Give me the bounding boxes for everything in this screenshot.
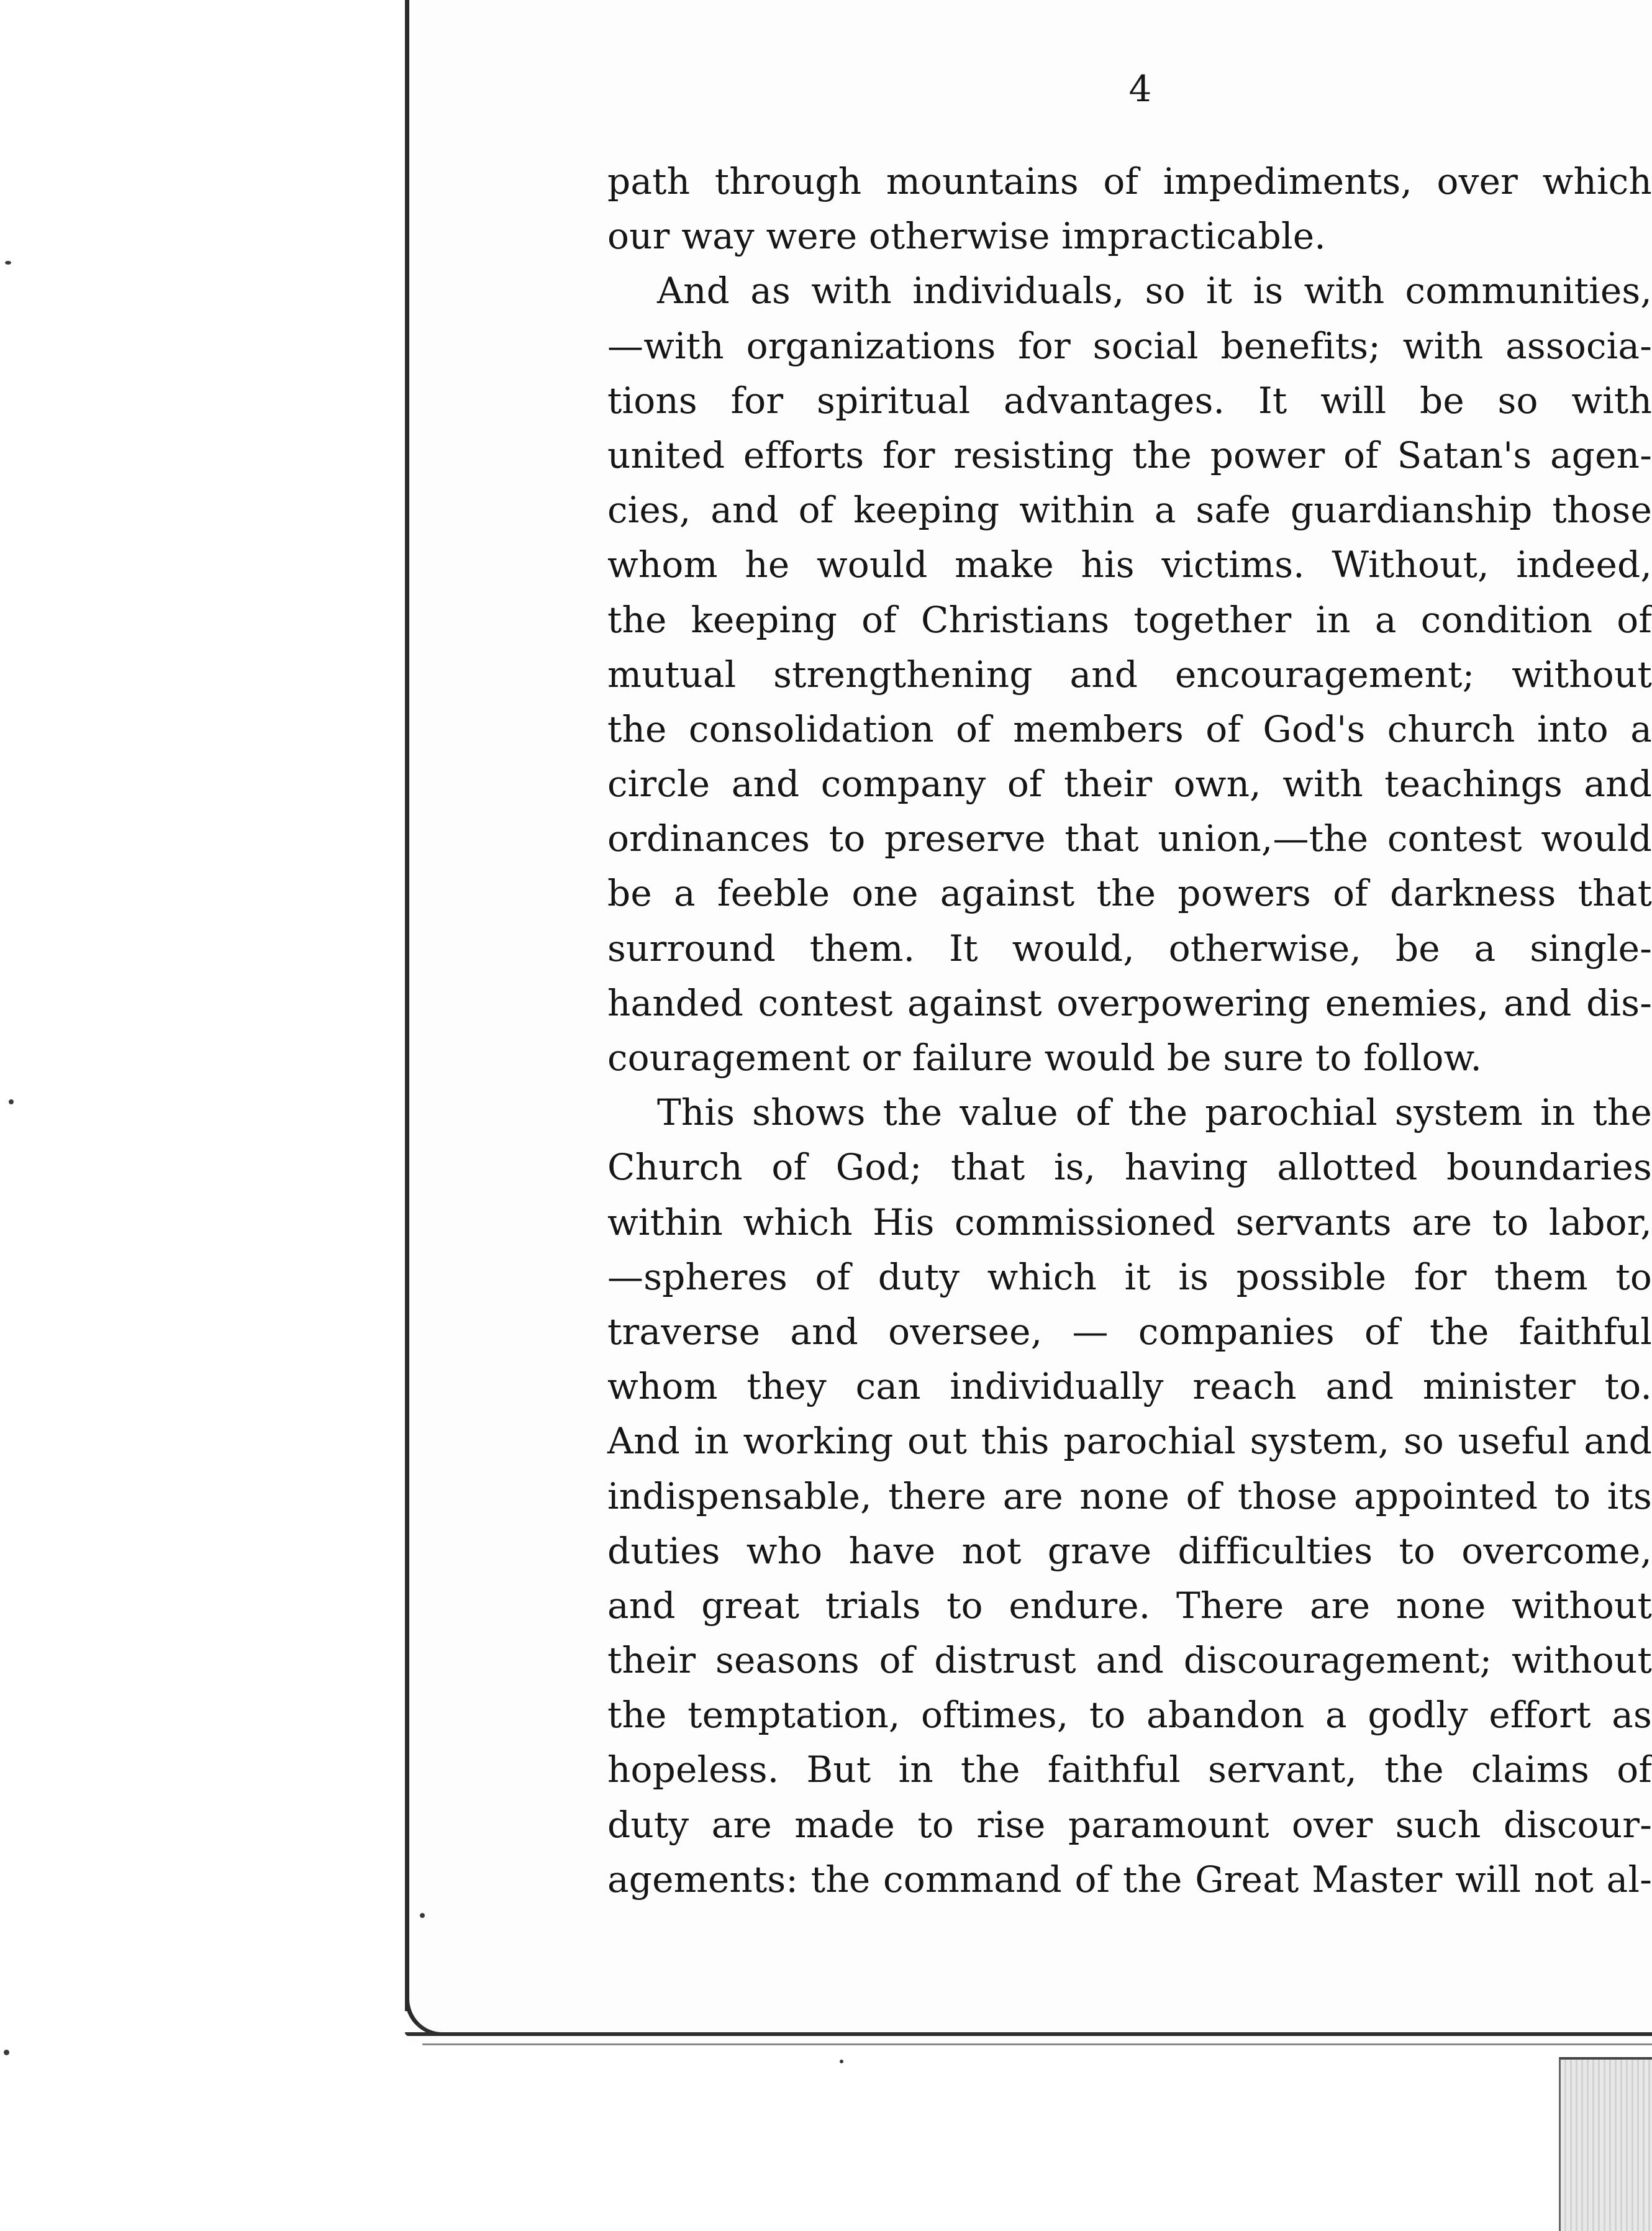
text-line: Church of God; that is, having allotted boundaries [607,1146,1652,1189]
text-line: surround them. It would, otherwise, be a single- [607,927,1652,970]
text-line: And as with individuals, so it is with communities, [657,270,1652,312]
text-line: cies, and of keeping within a safe guardianship those [607,489,1652,532]
body-text [607,154,1652,1907]
text-line: whom he would make his victims. Without, indeed, [607,543,1652,586]
page-number: 4 [1128,68,1152,110]
text-line: the temptation, oftimes, to abandon a godly effort as [607,1694,1652,1737]
text-line: indispensable, there are none of those appointed to its [607,1474,1652,1517]
text-line: duty are made to rise paramount over such discour- [607,1803,1652,1846]
text-line: mutual strengthening and encouragement; without [607,653,1652,696]
text-line: and great trials to endure. There are none without [607,1584,1652,1627]
text-line: our way were otherwise impracticable. [607,215,1326,258]
text-line: handed contest against overpowering enemies, and dis- [607,981,1652,1024]
text-line: duties who have not grave difficulties to overcome, [607,1529,1652,1572]
text-line: path through mountains of impediments, over which [607,160,1652,202]
text-line: —with organizations for social benefits; with associa- [607,324,1652,367]
text-line: couragement or failure would be sure to follow. [607,1037,1482,1079]
page-bottom-border [405,2032,1652,2036]
page-left-border [405,0,409,2011]
text-line: be a feeble one against the powers of darkness that [607,872,1652,915]
text-line: within which His commissioned servants are to labor, [607,1201,1652,1243]
text-line: And in working out this parochial system, so useful and [607,1420,1652,1463]
text-line: tions for spiritual advantages. It will be so with [607,379,1652,422]
text-line: traverse and oversee, — companies of the faithful [607,1310,1652,1353]
text-line: their seasons of distrust and discouragement; without [607,1639,1652,1682]
text-line: whom they can individually reach and minister to. [607,1365,1652,1408]
text-line: circle and company of their own, with teachings and [607,763,1652,806]
text-line: the consolidation of members of God's church into a [607,707,1652,750]
text-line: —spheres of duty which it is possible for them to [607,1255,1652,1298]
text-line: hopeless. But in the faithful servant, the claims of [607,1748,1652,1791]
adjacent-page-edge [1559,2057,1652,2231]
text-line: united efforts for resisting the power of Satan's agen- [607,434,1652,476]
text-line: agements: the command of the Great Master will not al- [607,1858,1652,1901]
text-line: the keeping of Christians together in a condition of [607,598,1652,641]
text-line: ordinances to preserve that union,—the contest would [607,817,1652,860]
page-bottom-shadow [422,2043,1652,2045]
text-line: This shows the value of the parochial system in the [657,1091,1652,1134]
